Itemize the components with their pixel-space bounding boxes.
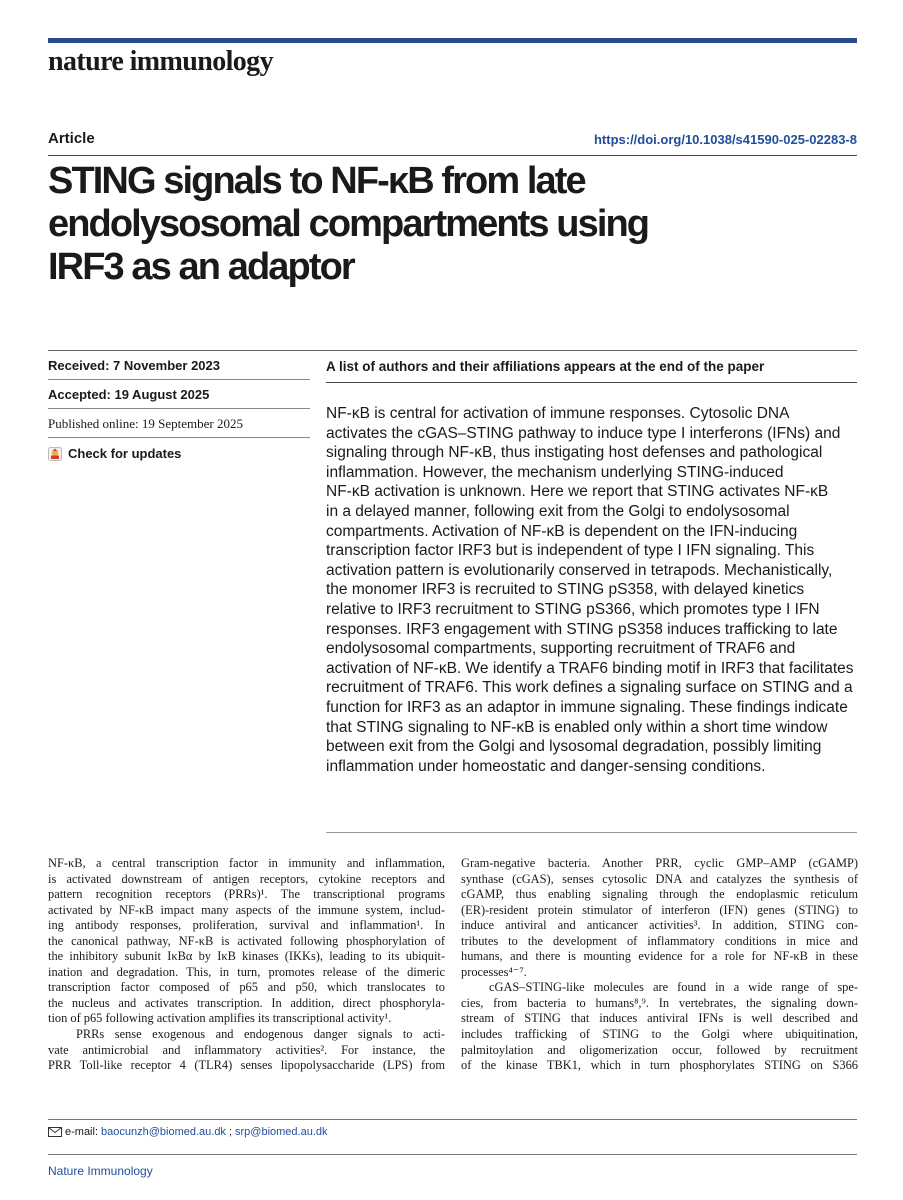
body-line: PRR Toll-like receptor 4 (TLR4) senses lipopolysaccharide (LPS) from — [48, 1058, 445, 1073]
abstract-line: recruitment of TRAF6. This work defines a signaling surface on STING and a — [326, 679, 853, 697]
article-type-label: Article — [48, 130, 95, 147]
abstract-line: endolysosomal compartments, supporting recruitment of TRAF6 and — [326, 640, 796, 658]
abstract-line: in a delayed manner, following exit from the Golgi to endolysosomal — [326, 502, 790, 520]
body-line: induce antiviral and anticancer activities³. In addition, STING con- — [461, 918, 858, 933]
abstract-line: activation pattern is evolutionarily conserved in tetrapods. Mechanistically, — [326, 561, 833, 579]
body-line: humans, and there is mounting evidence for a role for NF-κB in these — [461, 949, 858, 964]
published-date: Published online: 19 September 2025 — [48, 409, 310, 438]
abstract-line: NF-κB activation is unknown. Here we report that STING activates NF-κB — [326, 483, 829, 501]
body-line: transcription factor composed of p65 and p50, which translocates to — [48, 980, 445, 995]
abstract-line: the monomer IRF3 is recruited to STING pS358, with delayed kinetics — [326, 581, 805, 599]
abstract-line: compartments. Activation of NF-κB is dependent on the IFN-inducing — [326, 522, 798, 540]
body-line: processes⁴⁻⁷. — [461, 964, 527, 979]
divider-footer — [48, 1154, 857, 1155]
body-line: cies, from bacteria to humans⁸,⁹. In vertebrates, the signaling down- — [461, 995, 858, 1010]
body-line: palmitoylation and oligomerization occur, followed by recruitment — [461, 1042, 858, 1057]
email-label: e-mail: — [65, 1126, 99, 1138]
body-line: PRRs sense exogenous and endogenous danger signals to acti- — [76, 1027, 445, 1042]
accepted-date: Accepted: 19 August 2025 — [48, 380, 310, 409]
body-line: (ER)-resident protein stimulator of interferon (IFN) genes (STING) to — [461, 902, 858, 917]
article-dates-panel — [48, 351, 310, 461]
check-for-updates-label: Check for updates — [68, 446, 182, 461]
body-line: tion of p65 following activation amplifies its transcriptional activity¹. — [48, 1011, 392, 1026]
article-title — [48, 160, 848, 289]
body-line: is activated downstream of antigen receptors, cytokine receptors and — [48, 871, 445, 886]
body-line: cGAMP, thus enabling signaling through the endoplasmic reticulum — [461, 887, 858, 902]
body-line: NF-κB, a central transcription factor in immunity and inflammation, — [48, 856, 445, 870]
header-top-bar — [48, 38, 857, 43]
abstract-line: transcription factor IRF3 but is independent of type I IFN signaling. This — [326, 542, 815, 560]
email-link-1[interactable]: baocunzh@biomed.au.dk — [101, 1126, 226, 1138]
footer-journal-name[interactable]: Nature Immunology — [48, 1164, 153, 1178]
abstract-line: that STING signaling to NF-κB is enabled only within a short time window — [326, 718, 828, 736]
abstract-line: NF-κB is central for activation of immune responses. Cytosolic DNA — [326, 405, 790, 422]
body-line: ination and degradation. This, in turn, promotes release of the dimeric — [48, 964, 445, 979]
abstract — [326, 404, 857, 776]
check-for-updates-icon — [48, 447, 62, 461]
divider-authors — [326, 382, 857, 383]
body-line: synthase (cGAS), senses cytosolic DNA and catalyzes the synthesis of — [461, 871, 858, 886]
abstract-line: signaling through NF-κB, thus instigating host defenses and pathological — [326, 444, 823, 462]
envelope-icon — [48, 1127, 62, 1137]
abstract-line: activation of NF-κB. We identify a TRAF6 binding motif in IRF3 that facilitates — [326, 659, 854, 677]
abstract-line: relative to IRF3 recruitment to STING pS366, which promotes type I IFN — [326, 600, 820, 618]
body-line: tributes to the development of inflammatory conditions in mice and — [461, 933, 858, 948]
received-date: Received: 7 November 2023 — [48, 351, 310, 380]
email-link-2[interactable]: srp@biomed.au.dk — [235, 1126, 328, 1138]
abstract-line: responses. IRF3 engagement with STING pS358 induces trafficking to late — [326, 620, 838, 638]
body-line: pattern recognition receptors (PRRs)¹. The transcriptional programs — [48, 887, 445, 902]
body-line: vate antimicrobial and inflammatory activities². For instance, the — [48, 1042, 445, 1057]
body-line: ing antibody responses, proliferation, survival and inflammation¹. In — [48, 918, 445, 933]
body-line: activated by NF-κB impact many aspects of the immune system, includ- — [48, 902, 445, 917]
doi-link[interactable]: https://doi.org/10.1038/s41590-025-02283-8 — [593, 132, 857, 147]
body-line: cGAS–STING-like molecules are found in a wide range of spe- — [489, 980, 858, 995]
journal-name[interactable]: nature immunology — [48, 46, 273, 77]
abstract-line: inflammation under homeostatic and danger-sensing conditions. — [326, 757, 766, 775]
abstract-line: activates the cGAS–STING pathway to induce type I interferons (IFNs) and — [326, 424, 841, 442]
abstract-line: function for IRF3 as an adaptor in immune signaling. These findings indicate — [326, 698, 848, 716]
title-line: IRF3 as an adaptor — [48, 246, 354, 288]
authors-note: A list of authors and their affiliations appears at the end of the paper — [326, 359, 765, 374]
title-line: STING signals to NF-κB from late — [48, 160, 585, 202]
divider-top — [48, 155, 857, 156]
body-line: stream of STING that induces antiviral IFNs is well described and — [461, 1011, 858, 1026]
body-line: includes trafficking of STING to the Golgi where ubiquitination, — [461, 1027, 858, 1042]
body-line: the inhibitory subunit IκBα by IκB kinases (IKKs), leading to its ubiquit- — [48, 949, 445, 964]
body-column-right — [461, 856, 858, 1074]
divider-email — [48, 1119, 857, 1120]
email-separator: ; — [228, 1126, 232, 1138]
body-line: the canonical pathway, NF-κB is activated following phosphorylation of — [48, 933, 445, 948]
check-for-updates-button[interactable] — [48, 438, 310, 461]
abstract-line: between exit from the Golgi and lysosomal degradation, possibly limiting — [326, 738, 822, 756]
body-line: the nucleus and activates transcription. In addition, direct phosphoryla- — [48, 995, 445, 1010]
title-line: endolysosomal compartments using — [48, 203, 649, 245]
abstract-line: inflammation. However, the mechanism underlying STING-induced — [326, 463, 784, 481]
body-column-left — [48, 856, 445, 1074]
email-line — [48, 1126, 328, 1138]
divider-abstract — [326, 832, 857, 833]
body-line: of the kinase TBK1, which in turn phosphorylates STING on S366 — [461, 1058, 858, 1073]
body-line: Gram-negative bacteria. Another PRR, cyclic GMP–AMP (cGAMP) — [461, 856, 858, 870]
